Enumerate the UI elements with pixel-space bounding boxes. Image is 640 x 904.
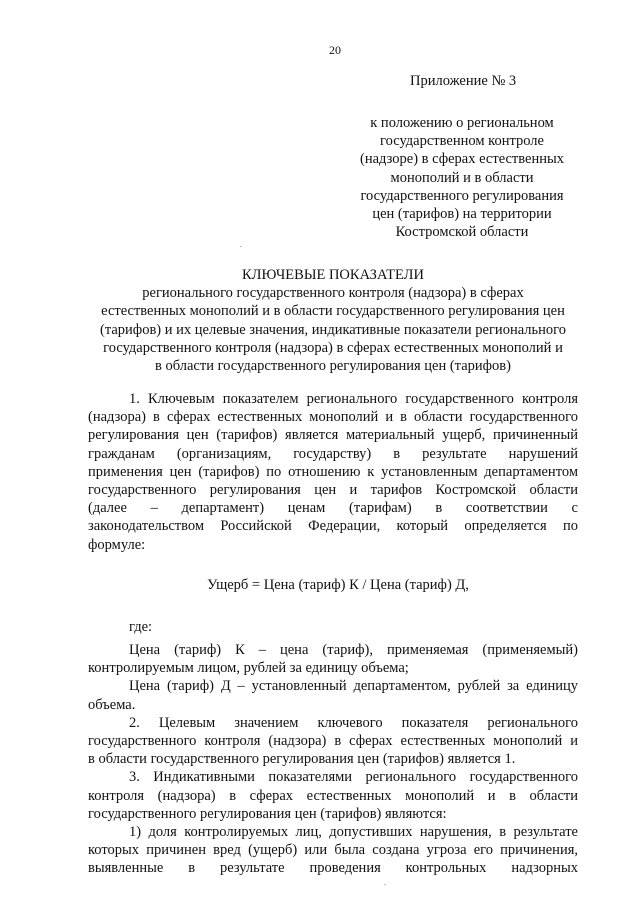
appendix-number: Приложение № 3 bbox=[410, 73, 517, 89]
paragraph-line: Цена (тариф) Д – установленный департаментом, рублей за единицу bbox=[129, 678, 578, 695]
appendix-reference-line: цен (тарифов) на территории bbox=[372, 206, 552, 223]
paragraph-line: формуле: bbox=[88, 536, 146, 553]
paragraph-line: 3. Индикативными показателями регионального государственного bbox=[129, 769, 578, 786]
appendix-reference-line: государственном контроле bbox=[380, 133, 544, 150]
appendix-reference bbox=[348, 114, 576, 241]
paragraph-line: (далее – департамент) ценам (тарифам) в соответствии с bbox=[88, 500, 578, 517]
title-subheading bbox=[86, 284, 580, 375]
title-subheading-line: (тарифов) и их целевые значения, индикативные показатели регионального bbox=[100, 321, 566, 338]
paragraph-line: гражданам (организациям, государству) в результате нарушений bbox=[88, 445, 578, 462]
scan-speck bbox=[240, 246, 242, 247]
paragraph-line: в области государственного регулирования цен (тарифов) является 1. bbox=[88, 751, 516, 768]
paragraph-line: законодательством Российской Федерации, который определяется по bbox=[88, 518, 578, 535]
paragraph-line: государственного регулирования цен (тарифов) являются: bbox=[88, 805, 447, 822]
appendix-reference-line: государственного регулирования bbox=[360, 187, 564, 204]
title-subheading-line: естественных монополий и в области государственного регулирования цен bbox=[101, 303, 565, 320]
paragraph-line: применения цен (тарифов) по отношению к установленным департаментом bbox=[88, 463, 578, 480]
formula-where-label: где: bbox=[129, 618, 153, 635]
paragraph-line: которых причинен вред (ущерб) или была создана угроза его причинения, bbox=[88, 842, 578, 859]
title-subheading-line: в области государственного регулирования цен (тарифов) bbox=[155, 358, 511, 375]
paragraph-3 bbox=[88, 768, 578, 823]
paragraph-line: контроля (надзора) в сферах естественных монополий и в области bbox=[88, 787, 578, 804]
paragraph-line: государственного контроля (надзора) в сферах естественных монополий и bbox=[88, 733, 578, 750]
paragraph-line: государственного регулирования цен и тарифов Костромской области bbox=[88, 482, 578, 499]
definition-price-k bbox=[88, 641, 578, 677]
appendix-reference-line: (надзоре) в сферах естественных bbox=[360, 151, 564, 168]
definition-price-d bbox=[88, 677, 578, 713]
paragraph-line: 1) доля контролируемых лиц, допустивших нарушения, в результате bbox=[129, 824, 578, 841]
paragraph-1 bbox=[88, 390, 578, 554]
paragraph-2 bbox=[88, 714, 578, 769]
damage-formula: Ущерб = Цена (тариф) К / Цена (тариф) Д, bbox=[207, 576, 469, 593]
title-heading: КЛЮЧЕВЫЕ ПОКАЗАТЕЛИ bbox=[242, 267, 424, 283]
appendix-reference-line: к положению о региональном bbox=[370, 115, 554, 131]
paragraph-line: (надзора) в сферах естественных монополий и в области государственного bbox=[88, 409, 578, 426]
paragraph-line: 1. Ключевым показателем регионального государственного контроля bbox=[129, 391, 578, 407]
document-body bbox=[88, 390, 578, 878]
appendix-reference-line: Костромской области bbox=[395, 224, 529, 241]
paragraph-line: 2. Целевым значением ключевого показателя регионального bbox=[129, 714, 578, 731]
title-subheading-line: регионального государственного контроля (надзора) в сферах bbox=[142, 285, 524, 301]
page-number: 20 bbox=[329, 43, 341, 57]
paragraph-line: объема. bbox=[88, 696, 136, 713]
paragraph-line: регулирования цен (тарифов) является материальный ущерб, причиненный bbox=[88, 427, 578, 444]
document-title bbox=[86, 266, 580, 375]
title-subheading-line: государственного контроля (надзора) в сферах естественных монополий и bbox=[103, 339, 563, 356]
scan-speck bbox=[384, 884, 386, 885]
paragraph-line: контролируемым лицом, рублей за единицу объема; bbox=[88, 660, 409, 677]
appendix-reference-line: монополий и в области bbox=[390, 169, 534, 186]
paragraph-line: выявленные в результате проведения контрольных надзорных bbox=[88, 860, 578, 877]
paragraph-3-item-1 bbox=[88, 823, 578, 878]
paragraph-line: Цена (тариф) К – цена (тариф), применяемая (применяемый) bbox=[129, 642, 578, 659]
